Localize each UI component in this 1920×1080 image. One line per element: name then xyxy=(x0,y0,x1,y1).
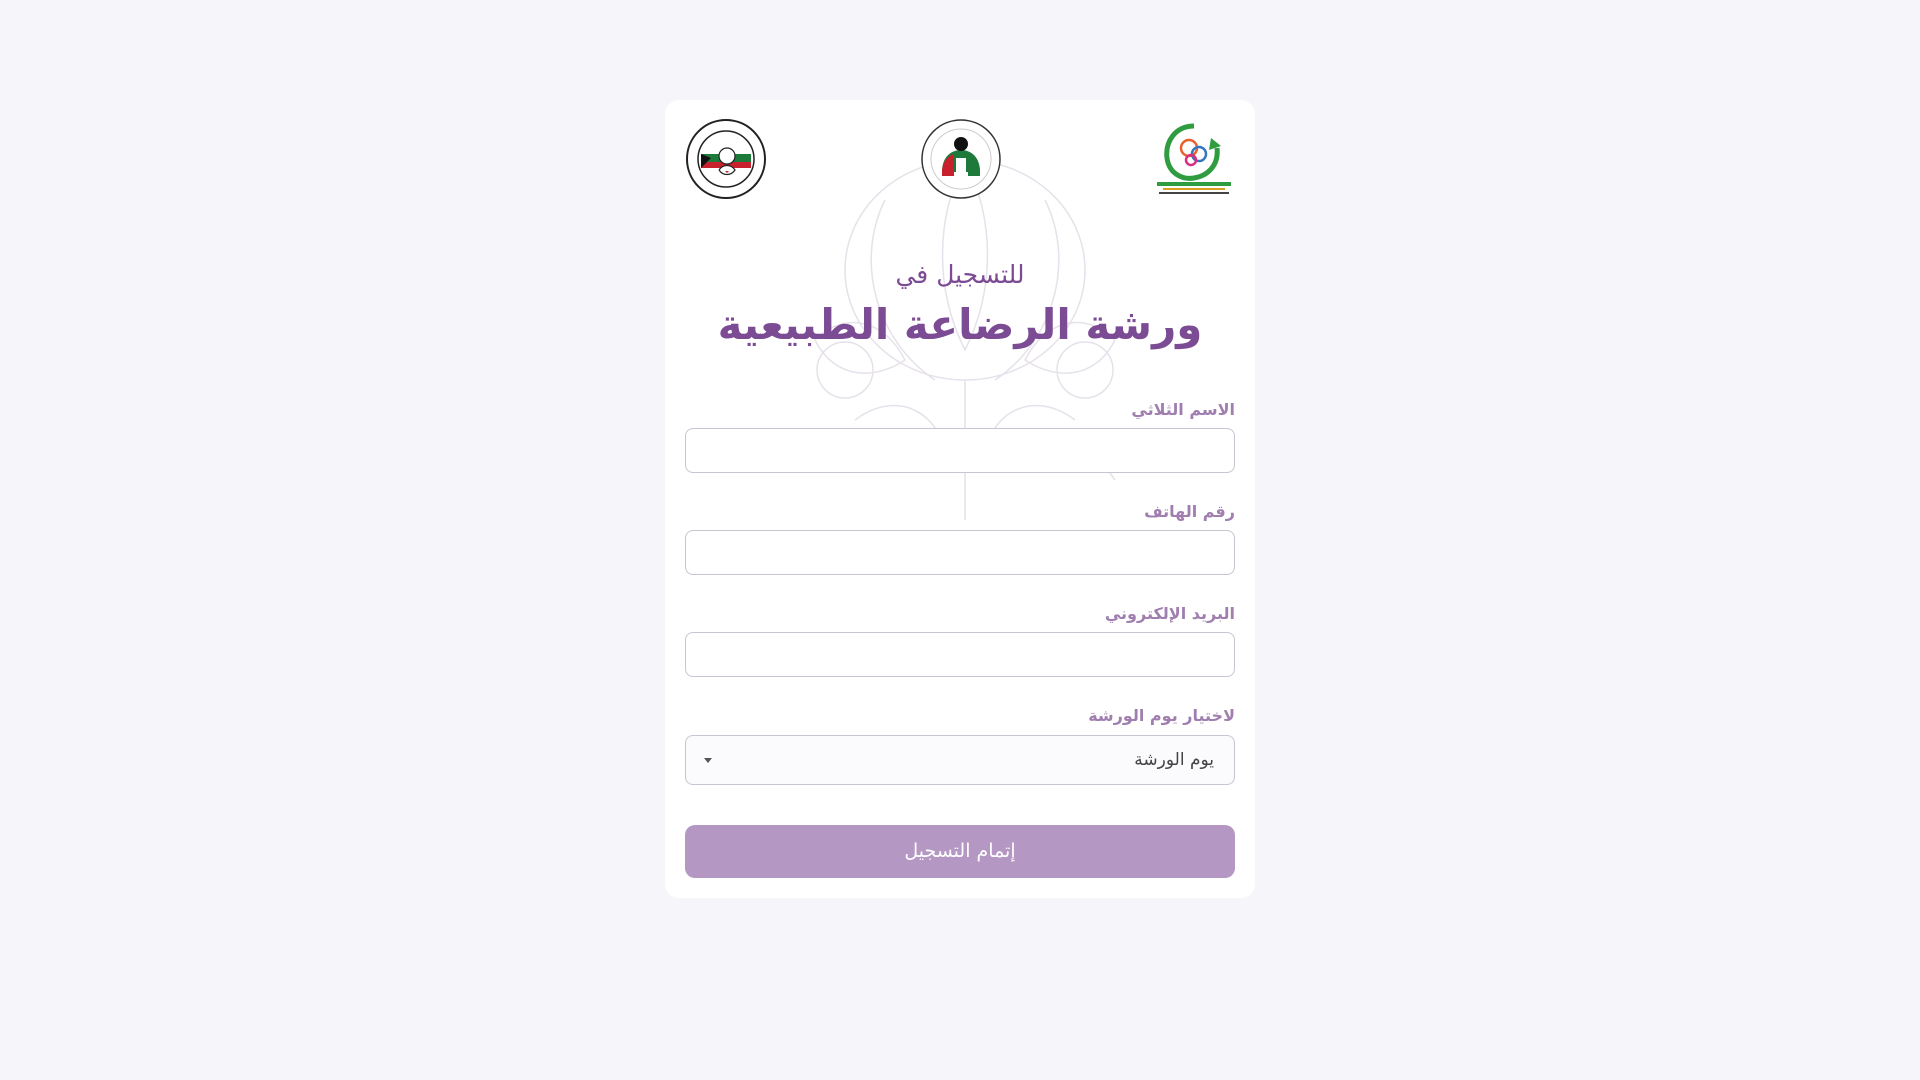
logos-row xyxy=(665,100,1255,220)
workshop-day-label: لاختيار يوم الورشة xyxy=(1088,706,1235,725)
phone-input[interactable] xyxy=(685,530,1235,575)
page-subtitle: للتسجيل في xyxy=(895,260,1025,289)
page-title: ورشة الرضاعة الطبيعية xyxy=(717,300,1203,349)
submit-registration-button[interactable]: إتمام التسجيل xyxy=(685,825,1235,878)
phone-label: رقم الهاتف xyxy=(1144,502,1235,521)
breastfeeding-committee-logo xyxy=(685,118,767,200)
full-name-input[interactable] xyxy=(685,428,1235,473)
workshop-day-select[interactable] xyxy=(685,735,1235,785)
email-label: البريد الإلكتروني xyxy=(1104,604,1235,623)
chevron-down-icon xyxy=(704,758,712,763)
prioritise-breastfeeding-logo xyxy=(1153,118,1235,200)
kuwait-pediatric-association-logo xyxy=(920,118,1002,200)
full-name-label: الاسم الثلاثي xyxy=(1131,400,1235,419)
registration-card xyxy=(665,100,1255,898)
email-input[interactable] xyxy=(685,632,1235,677)
workshop-day-selected-value: يوم الورشة xyxy=(1134,750,1214,770)
